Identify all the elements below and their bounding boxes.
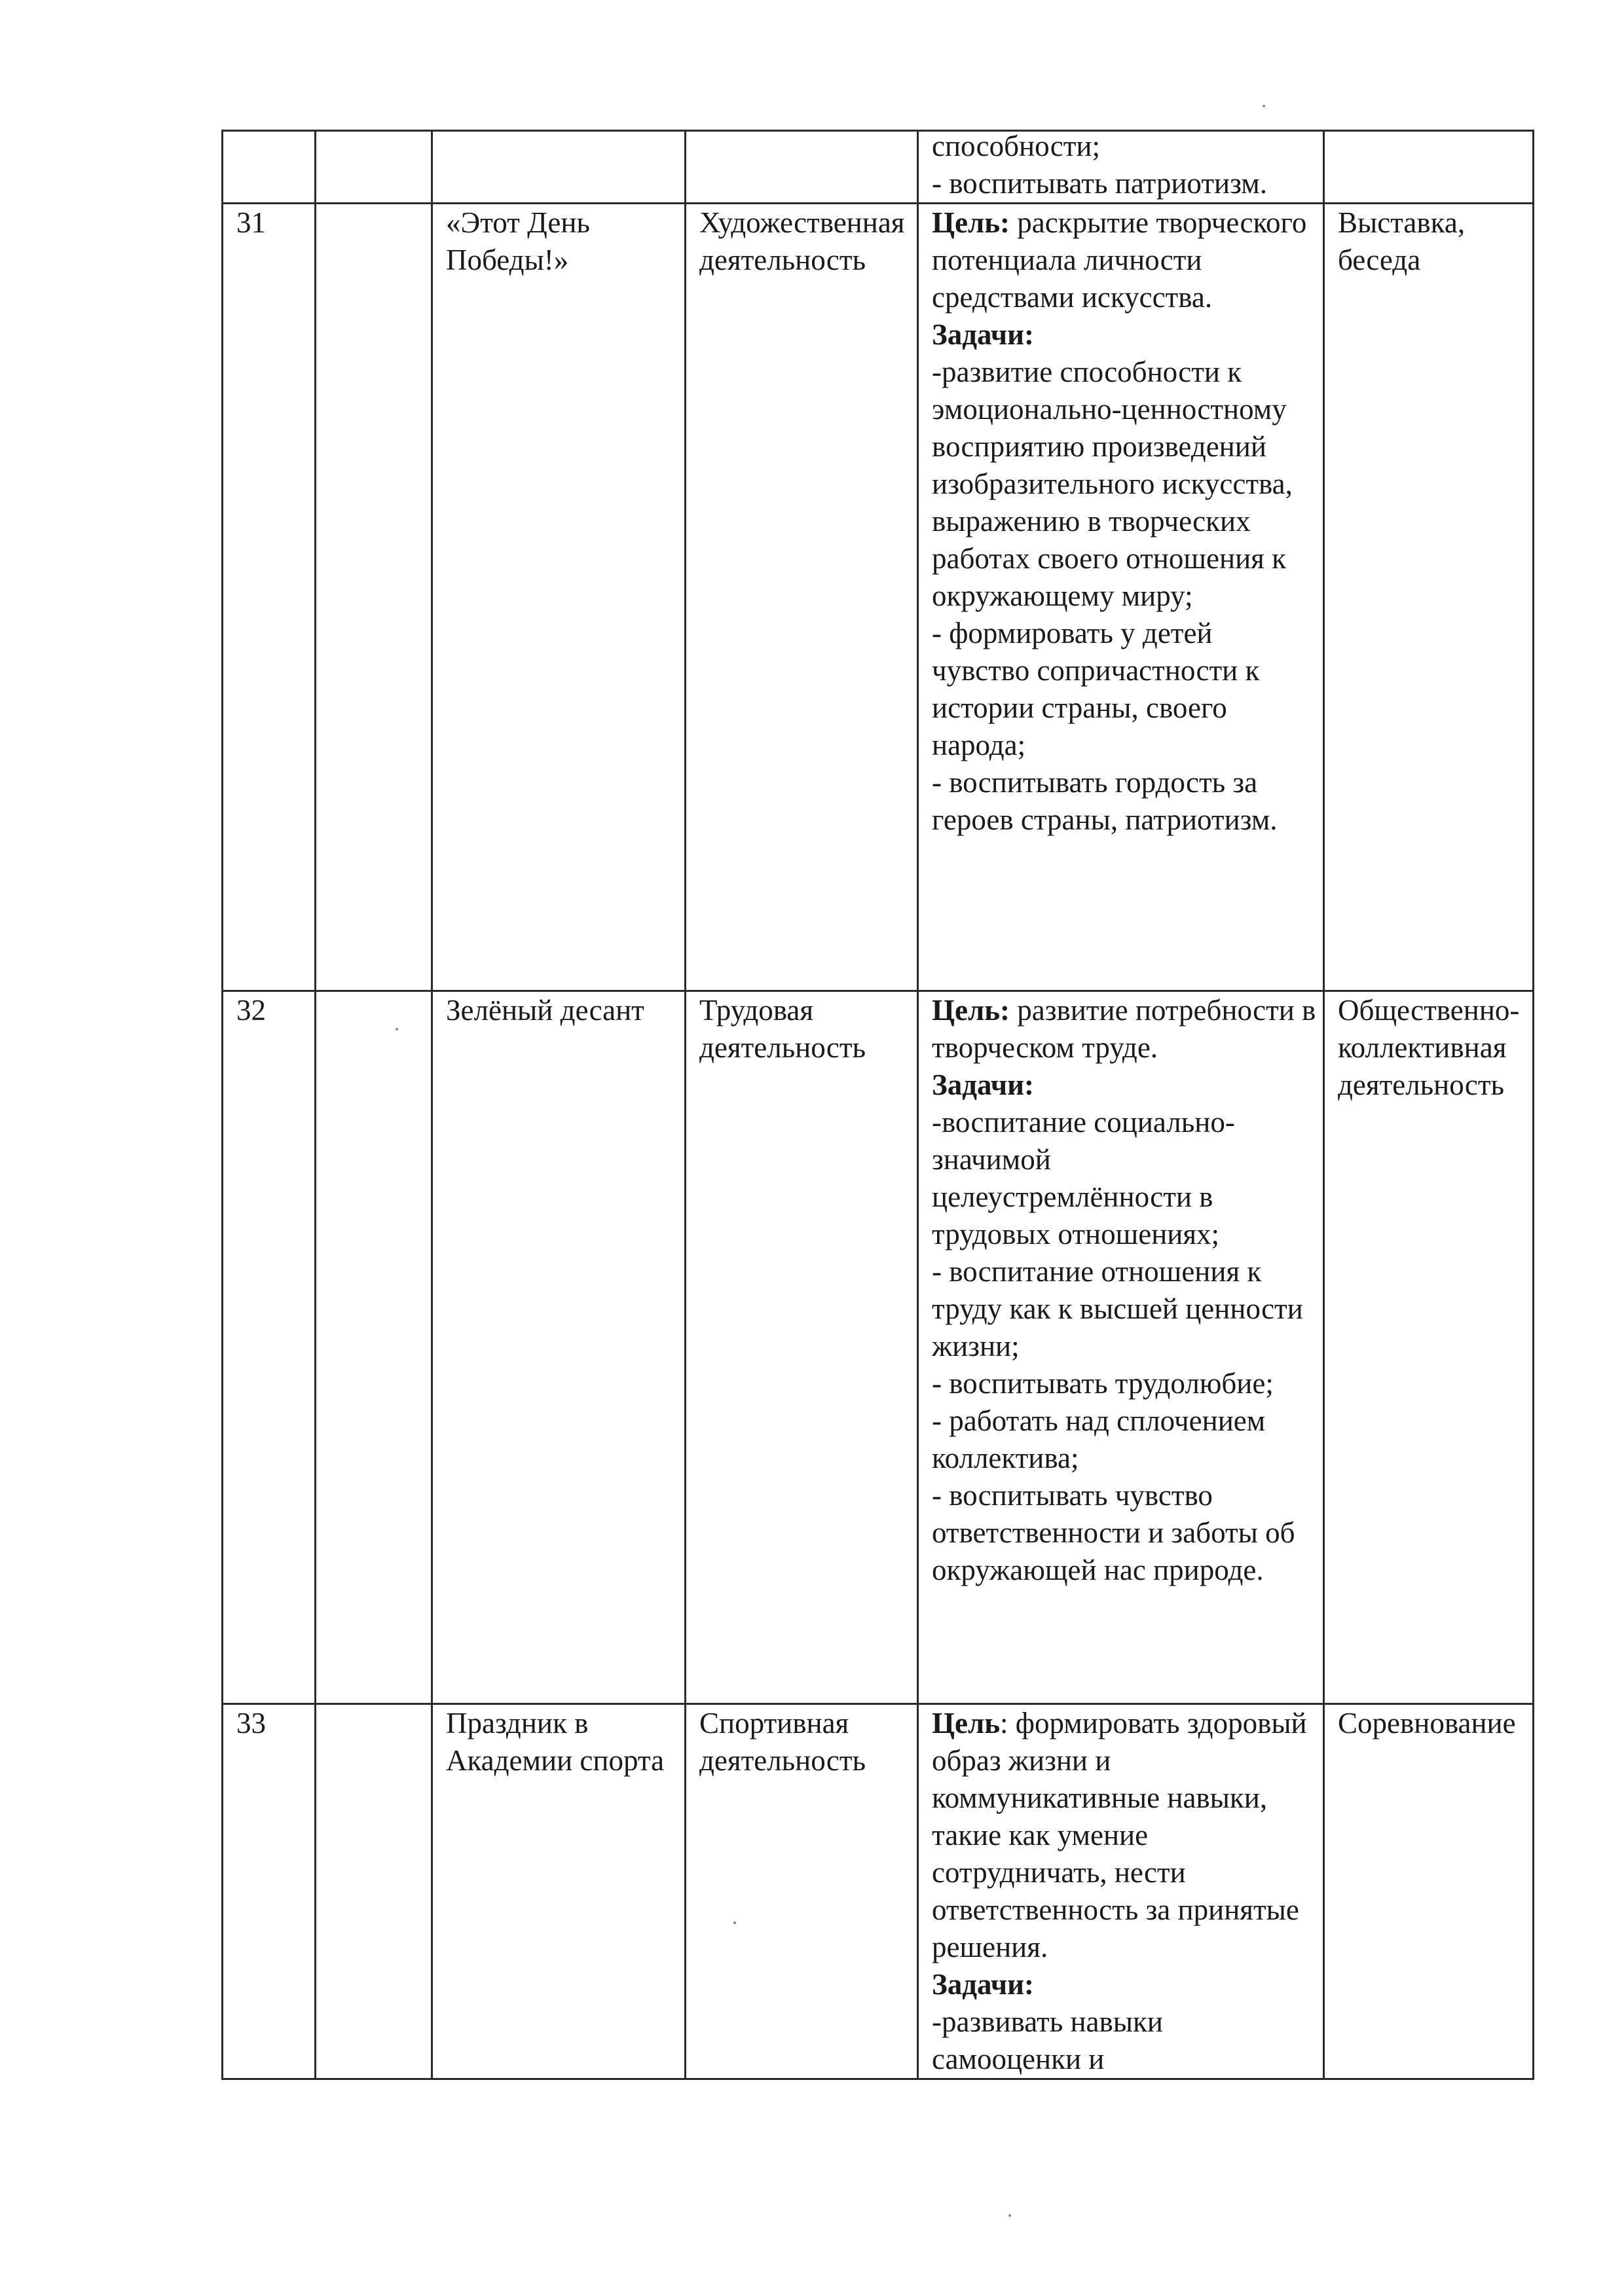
scan-speck bbox=[1263, 105, 1265, 107]
tasks-label: Задачи: bbox=[932, 1968, 1035, 2001]
form-text: Соревнование bbox=[1338, 1707, 1516, 1740]
title-cell bbox=[432, 131, 686, 204]
tasks-label: Задачи: bbox=[932, 1068, 1035, 1101]
table-row-continued bbox=[223, 131, 1534, 204]
goal-label: Цель: bbox=[932, 206, 1010, 239]
date-cell bbox=[316, 991, 432, 1704]
activity-plan-table bbox=[221, 130, 1534, 2080]
form-text: Общественно-коллективная деятельность bbox=[1338, 994, 1520, 1101]
tasks-text: -воспитание социально-значимой целеустремлённости в трудовых отношениях; - воспитание отношения к труду как к высшей ценности жизни; - воспитывать трудолюбие; - работать над сплочением коллектива; - воспитывать чувство ответственности и заботы об окружающей нас природе. bbox=[932, 1106, 1303, 1586]
tasks-label: Задачи: bbox=[932, 318, 1035, 351]
date-cell bbox=[316, 1704, 432, 2079]
table-row bbox=[223, 991, 1534, 1704]
goals-cell bbox=[918, 204, 1324, 991]
goals-cell bbox=[918, 1704, 1324, 2079]
date-cell bbox=[316, 131, 432, 204]
title-cell: Зелёный десант bbox=[432, 991, 686, 1704]
activity-cell bbox=[686, 204, 918, 991]
scan-speck bbox=[1008, 2214, 1011, 2217]
activity-cell: Трудовая деятельность bbox=[686, 991, 918, 1704]
number-cell: 31 bbox=[223, 204, 316, 991]
goal-label: Цель: bbox=[932, 994, 1010, 1027]
table-row bbox=[223, 1704, 1534, 2079]
activity-cell bbox=[686, 131, 918, 204]
title-cell: Праздник в Академии спорта bbox=[432, 1704, 686, 2079]
form-cell: Выставка, беседа bbox=[1324, 204, 1534, 991]
activity-text: Художественная деятельность bbox=[699, 206, 912, 276]
title-cell: «Этот День Победы!» bbox=[432, 204, 686, 991]
table-row bbox=[223, 204, 1534, 991]
number-cell bbox=[223, 131, 316, 204]
goal-label: Цель bbox=[932, 1707, 1001, 1740]
tasks-text: -развитие способности к эмоционально-ценностному восприятию произведений изобразительного искусства, выражению в творческих работах своего отношения к окружающему миру; - формировать у детей чувство сопричастности к истории страны, своего народа; - воспитывать гордость за героев страны, патриотизм. bbox=[932, 355, 1293, 836]
form-cell bbox=[1324, 991, 1534, 1704]
activity-cell: Спортивная деятельность bbox=[686, 1704, 918, 2079]
number-cell: 32 bbox=[223, 991, 316, 1704]
goal-text: раскрытие творческого потенциала личности средствами искусства. bbox=[932, 206, 1307, 314]
form-cell bbox=[1324, 1704, 1534, 2079]
goal-text: развитие потребности в творческом труде. bbox=[932, 994, 1316, 1064]
goals-line: способности; bbox=[932, 130, 1100, 162]
goals-line: - воспитывать патриотизм. bbox=[932, 167, 1267, 200]
goals-cell bbox=[918, 131, 1324, 204]
number-cell: 33 bbox=[223, 1704, 316, 2079]
form-cell bbox=[1324, 131, 1534, 204]
date-cell bbox=[316, 204, 432, 991]
scan-speck bbox=[396, 1028, 398, 1030]
tasks-text: -развивать навыки самооценки и bbox=[932, 2005, 1171, 2075]
scan-speck bbox=[733, 1922, 736, 1924]
goal-text: : формировать здоровый образ жизни и коммуникативные навыки, такие как умение сотрудничать, нести ответственность за принятые решения. bbox=[932, 1707, 1307, 1963]
goals-cell bbox=[918, 991, 1324, 1704]
